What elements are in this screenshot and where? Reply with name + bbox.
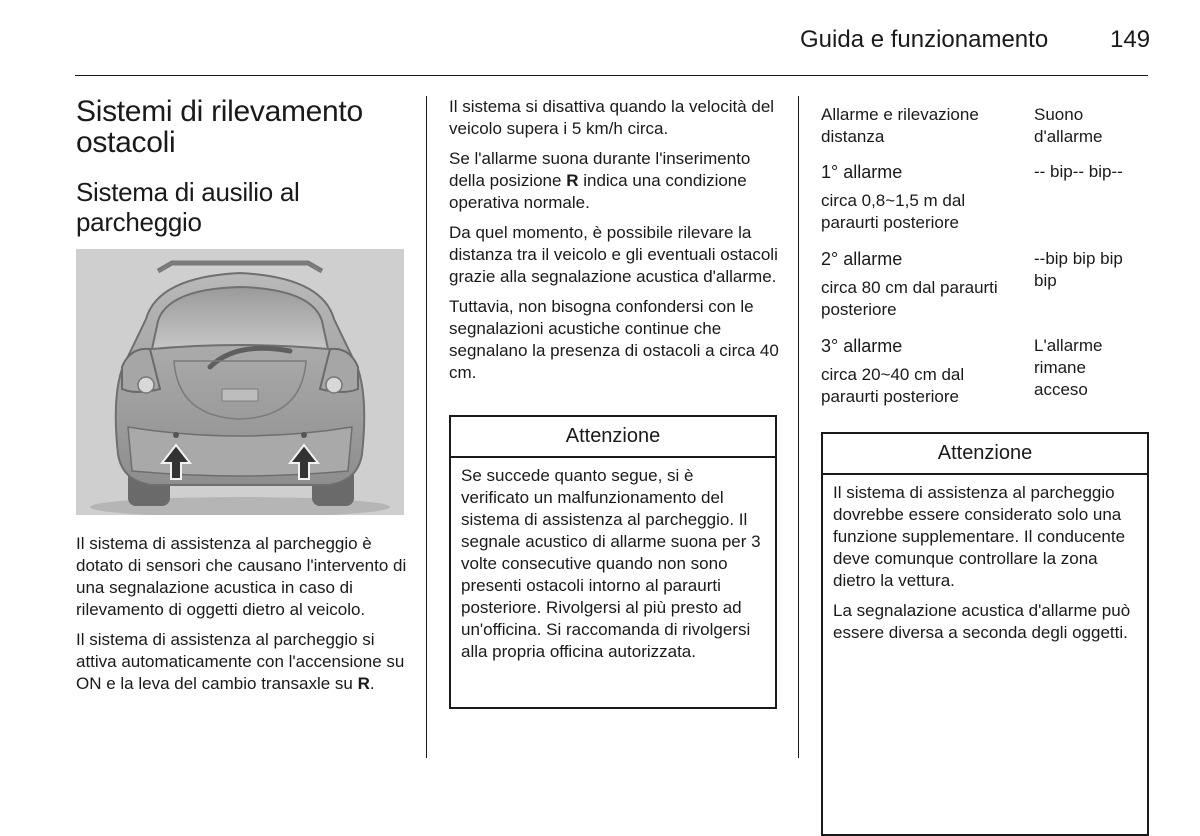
header-rule	[75, 75, 1148, 76]
column2-paragraph-2-start: Se l'allarme suona durante l'inserimento della posizione	[449, 149, 751, 190]
warning-box-2-paragraph-1: Il sistema di assistenza al parcheggio dovrebbe essere considerato solo una funzione supplementare. Il conducente deve comunque controllare la zona dietro la vettura.	[833, 483, 1126, 590]
column2-paragraph-2	[449, 148, 779, 214]
page-number: 149	[1110, 26, 1151, 53]
column2-paragraph-1: Il sistema si disattiva quando la velocità del veicolo supera i 5 km/h circa.	[449, 97, 775, 138]
car-rear-parking-sensors-icon	[76, 249, 404, 515]
table-header-sound: Suono d'allarme	[1034, 105, 1103, 146]
table-row-1-sound: -- bip-- bip--	[1034, 162, 1123, 181]
column-divider-1	[426, 96, 427, 758]
table-row-1-desc: circa 0,8~1,5 m dal paraurti posteriore	[821, 191, 966, 232]
column1-paragraph-2	[76, 629, 411, 695]
column1-paragraph-2-end: .	[369, 674, 375, 693]
column2-paragraph-4: Tuttavia, non bisogna confondersi con le segnalazioni acustiche continue che segnalano la presenza di ostacoli a circa 40 cm.	[449, 297, 779, 382]
gear-r-label: R	[566, 171, 579, 190]
table-row-2-sound: --bip bip bip bip	[1034, 249, 1123, 290]
warning-box-2-paragraph-2: La segnalazione acustica d'allarme può essere diversa a seconda degli oggetti.	[833, 601, 1131, 642]
warning-box-1-heading: Attenzione	[451, 417, 775, 458]
warning-box-1-body	[451, 458, 775, 671]
table-row-2-desc: circa 80 cm dal paraurti posteriore	[821, 278, 998, 319]
table-row-2-label: 2° allarme	[821, 249, 903, 269]
column2-paragraph-3: Da quel momento, è possibile rilevare la distanza tra il veicolo e gli eventuali ostacoli grazie alla segnalazione acustica d'allarme.	[449, 223, 778, 286]
column1-paragraph-1: Il sistema di assistenza al parcheggio è dotato di sensori che causano l'intervento di una segnalazione acustica in caso di rilevamento di oggetti dietro al veicolo.	[76, 534, 407, 619]
column1-text	[76, 533, 411, 703]
gear-r-label: R	[357, 674, 370, 693]
column2-text	[449, 96, 779, 392]
section-title: Sistemi di rilevamento ostacoli	[76, 95, 363, 159]
table-row-3-sound: L'allarme rimane acceso	[1034, 336, 1103, 399]
warning-box-1	[449, 415, 777, 709]
table-row-3-label: 3° allarme	[821, 336, 903, 356]
table-row-1-label: 1° allarme	[821, 162, 903, 182]
column2-paragraph-2-end: indica una condizione operativa normale.	[449, 171, 747, 212]
column1-paragraph-2-start: Il sistema di assistenza al parcheggio si attiva automaticamente con l'accensione su ON e la leva del cambio transaxle su	[76, 630, 405, 693]
running-header-title: Guida e funzionamento	[800, 26, 1049, 53]
warning-box-2	[821, 432, 1149, 836]
warning-box-2-heading: Attenzione	[823, 434, 1147, 475]
subsection-title: Sistema di ausilio al parcheggio	[76, 177, 300, 237]
car-rear-figure	[76, 249, 404, 515]
table-header-distance: Allarme e rilevazione distanza	[821, 105, 979, 146]
table-row-3-desc: circa 20~40 cm dal paraurti posteriore	[821, 365, 965, 406]
warning-box-2-body	[823, 475, 1147, 652]
column-divider-2	[798, 96, 799, 758]
warning-box-1-text: Se succede quanto segue, si è verificato un malfunzionamento del sistema di assistenza al parcheggio. Il segnale acustico di allarme suona per 3 volte consecutive quando non sono presenti ostacoli intorno al paraurti posteriore. Rivolgersi al più presto ad un'officina. Si raccomanda di rivolgersi alla propria officina autorizzata.	[461, 466, 761, 661]
